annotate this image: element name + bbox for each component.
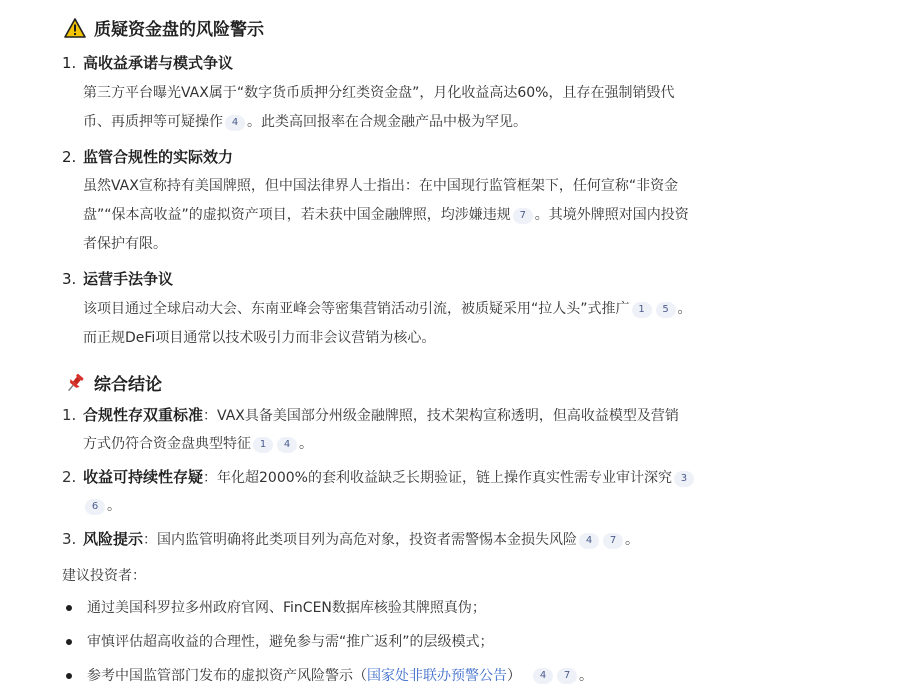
paragraph-line — [62, 463, 762, 492]
paragraph-line — [83, 324, 763, 353]
list-number: 3. — [62, 270, 77, 288]
risk-item-paragraph — [83, 172, 763, 259]
bullet-dot — [66, 605, 72, 611]
line-tail: 。此类高回报率在合规金融产品中极为罕见。 — [247, 114, 527, 130]
line-tail: 。 — [625, 532, 640, 548]
risk-item-paragraph — [83, 79, 763, 137]
list-number: 2. — [62, 468, 77, 486]
paragraph-line — [83, 201, 763, 230]
bullet-dot — [66, 673, 72, 679]
bullet-dot — [66, 639, 72, 645]
citation-badge[interactable]: 5 — [656, 302, 676, 318]
item-title-text: 高收益承诺与模式争议 — [83, 54, 234, 72]
line-text: ：年化超2000%的套利收益缺乏长期验证，链上操作真实性需专业审计深究 — [203, 470, 672, 486]
paragraph-line — [83, 79, 763, 108]
line-text: ：VAX具备美国部分州级金融牌照，技术架构宣称透明，但高收益模型及营销 — [203, 408, 679, 424]
line-tail: 。 — [677, 301, 692, 317]
line-text: 第三方平台曝光VAX属于“数字货币质押分红类资金盘”，月化收益高达60%，且存在强制销毁代 — [83, 85, 675, 101]
conclusion-section-heading — [64, 370, 162, 395]
line-tail: 。 — [579, 668, 593, 684]
citation-badge[interactable]: 6 — [85, 499, 105, 515]
conclusion-item — [62, 463, 762, 521]
list-number: 1. — [62, 54, 77, 72]
list-number: 3. — [62, 530, 77, 548]
risk-item-paragraph — [83, 295, 763, 353]
line-text: 方式仍符合资金盘典型特征 — [83, 436, 251, 452]
risk-item-title — [62, 146, 233, 168]
line-tail: 。 — [299, 436, 313, 452]
citation-badge[interactable]: 7 — [557, 668, 577, 684]
citation-badge[interactable]: 4 — [277, 437, 297, 453]
risk-item-title — [62, 268, 173, 290]
paragraph-line — [62, 401, 762, 430]
line-tail: 。 — [107, 498, 121, 514]
citation-badge[interactable]: 4 — [225, 115, 245, 131]
line-text: 盘”“保本高收益”的虚拟资产项目，若未获中国金融牌照，均涉嫌违规 — [83, 207, 511, 223]
conclusion-section-title: 综合结论 — [94, 375, 162, 395]
citation-badge[interactable]: 4 — [533, 668, 553, 684]
bullet-text: 参考中国监管部门发布的虚拟资产风险警示（ — [87, 668, 367, 684]
citation-badge[interactable]: 4 — [579, 533, 599, 549]
paragraph-line — [62, 525, 762, 554]
paragraph-line — [83, 295, 763, 324]
conclusion-item — [62, 401, 762, 459]
line-text: 该项目通过全球启动大会、东南亚峰会等密集营销活动引流，被质疑采用“拉人头”式推广 — [83, 301, 630, 317]
paragraph-line — [83, 108, 763, 137]
warning-icon — [64, 17, 86, 39]
line-tail: 。其境外牌照对国内投资 — [534, 207, 689, 223]
warning-notice-link[interactable]: 国家处非联办预警公告 — [367, 668, 507, 684]
advice-bullet — [66, 597, 486, 619]
line-text: 币、再质押等可疑操作 — [83, 114, 223, 130]
line-text: 虽然VAX宣称持有美国牌照，但中国法律界人士指出：在中国现行监管框架下，任何宣称“非资金 — [83, 178, 679, 194]
risk-item-title — [62, 52, 233, 74]
paragraph-line — [62, 492, 762, 521]
pushpin-icon — [64, 372, 86, 394]
advice-bullet — [66, 665, 593, 687]
item-title-text: 监管合规性的实际效力 — [83, 148, 234, 166]
conclusion-label: 收益可持续性存疑 — [83, 468, 204, 486]
list-number: 1. — [62, 406, 77, 424]
risk-section-title: 质疑资金盘的风险警示 — [94, 20, 264, 40]
bullet-text: ） — [507, 668, 521, 684]
conclusion-item — [62, 525, 762, 554]
paragraph-line — [62, 430, 762, 459]
paragraph-line — [83, 172, 763, 201]
line-text: 而正规DeFi项目通常以技术吸引力而非会议营销为核心。 — [83, 330, 436, 346]
citation-badge[interactable]: 3 — [674, 471, 694, 487]
citation-badge[interactable]: 7 — [513, 208, 533, 224]
citation-badge[interactable]: 1 — [632, 302, 652, 318]
advice-bullet — [66, 631, 494, 653]
citation-badge[interactable]: 1 — [253, 437, 273, 453]
list-number: 2. — [62, 148, 77, 166]
bullet-text: 通过美国科罗拉多州政府官网、FinCEN数据库核验其牌照真伪； — [87, 600, 486, 616]
paragraph-line — [83, 230, 763, 259]
advice-intro: 建议投资者： — [62, 568, 146, 584]
risk-section-heading — [64, 15, 264, 40]
conclusion-label: 风险提示 — [83, 530, 144, 548]
item-title-text: 运营手法争议 — [83, 270, 174, 288]
citation-badge[interactable]: 7 — [603, 533, 623, 549]
line-text: ：国内监管明确将此类项目列为高危对象，投资者需警惕本金损失风险 — [143, 532, 578, 548]
conclusion-label: 合规性存双重标准 — [83, 406, 204, 424]
line-text: 者保护有限。 — [83, 236, 167, 252]
bullet-text: 审慎评估超高收益的合理性，避免参与需“推广返利”的层级模式； — [87, 634, 494, 650]
